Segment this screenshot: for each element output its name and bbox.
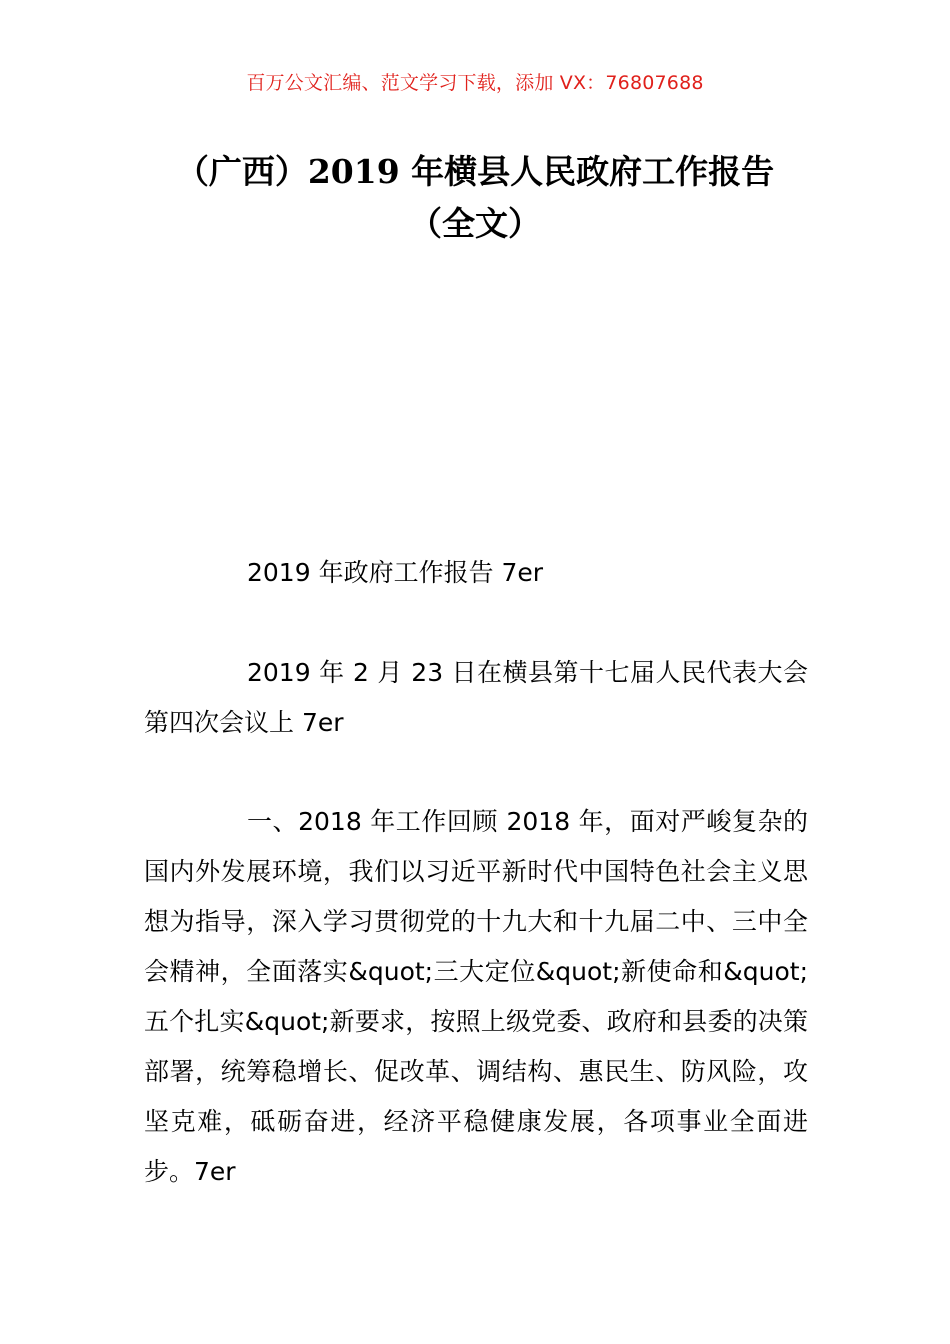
paragraph-meeting-info: 2019 年 2 月 23 日在横县第十七届人民代表大会第四次会议上 7er xyxy=(144,658,808,737)
document-title xyxy=(60,146,890,250)
paragraph-report-heading: 2019 年政府工作报告 7er xyxy=(247,558,544,587)
paragraph-work-review: 一、2018 年工作回顾 2018 年，面对严峻复杂的国内外发展环境，我们以习近平新时代中国特色社会主义思想为指导，深入学习贯彻党的十九大和十九届二中、三中全会精神，全面落实&quot;三大定位&quot;新使命和&quot;五个扎实&quot;新要求，按照上级党委、政府和县委的决策部署，统筹稳增长、促改革、调结构、惠民生、防风险，攻坚克难，砥砺奋进，经济平稳健康发展，各项事业全面进步。7er xyxy=(144,807,808,1186)
title-line-1: （广西）2019 年横县人民政府工作报告 xyxy=(175,152,775,191)
title-line-2: （全文） xyxy=(409,204,541,243)
header-watermark-note: 百万公文汇编、范文学习下载，添加 VX：76807688 xyxy=(246,72,704,94)
